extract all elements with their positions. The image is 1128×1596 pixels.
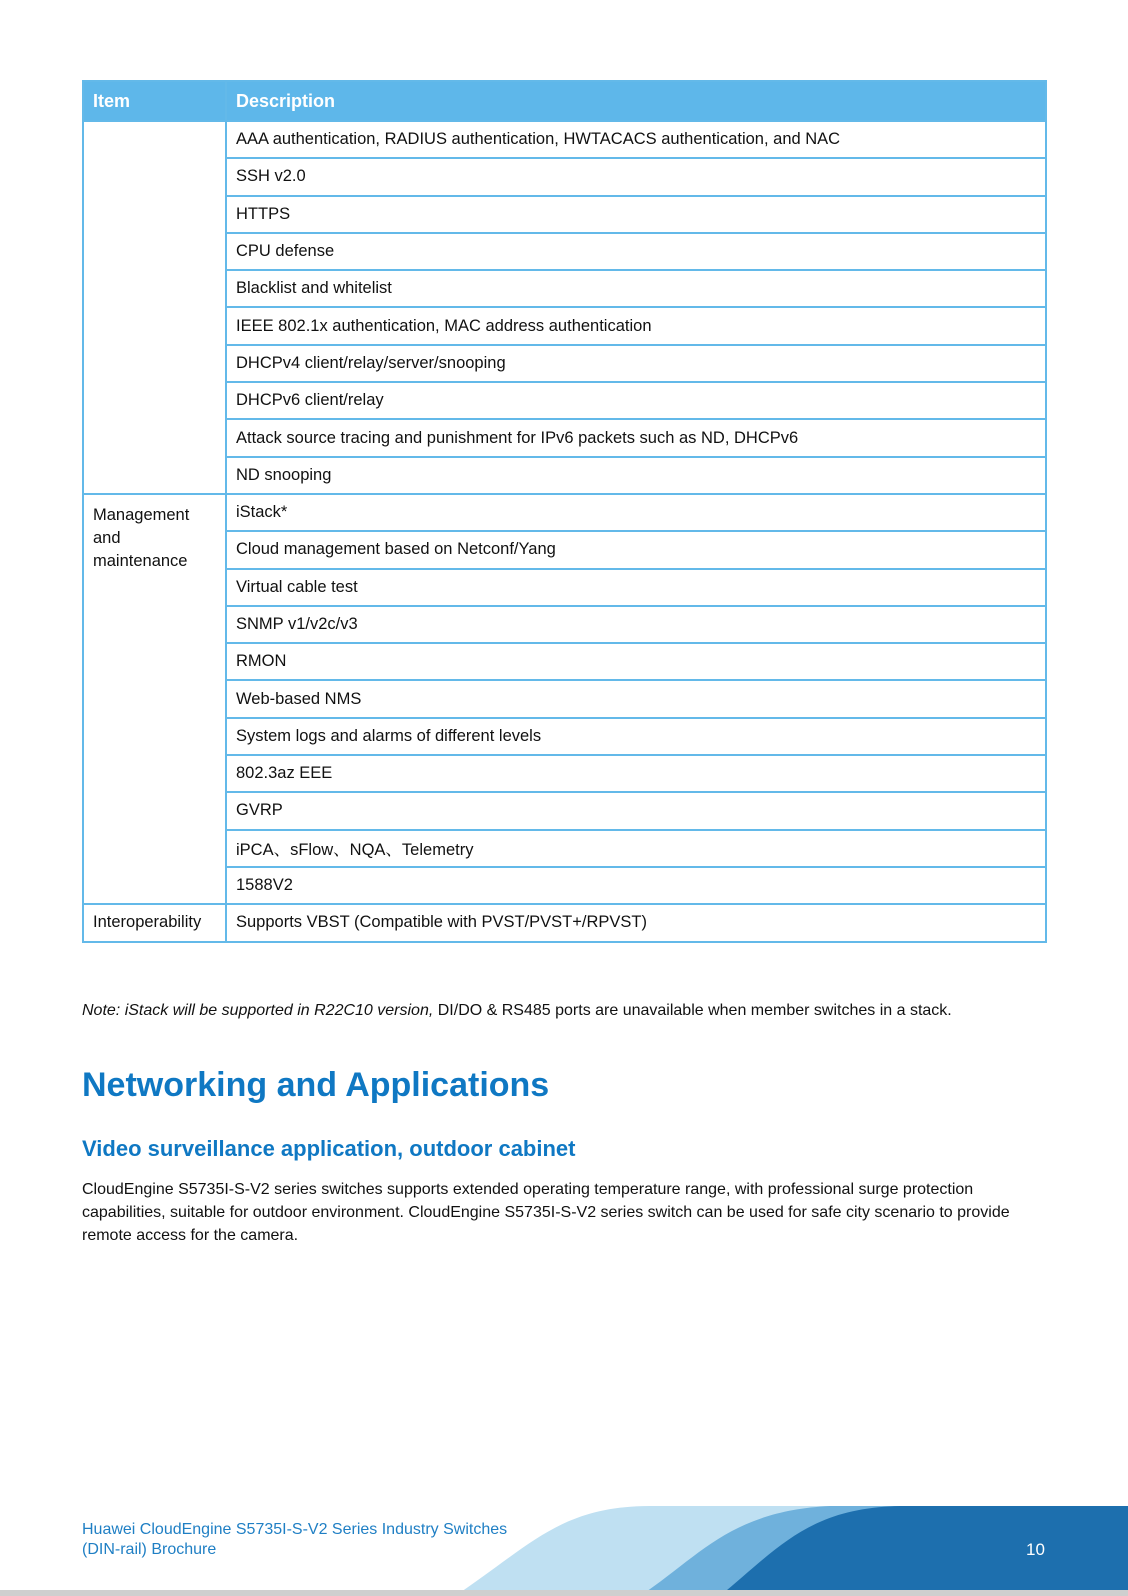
- table-row: [83, 755, 1046, 792]
- item-cell: Interoperability: [83, 904, 226, 941]
- section-subtitle: Video surveillance application, outdoor cabinet: [82, 1136, 576, 1161]
- table-header-row: [83, 81, 1046, 121]
- description-cell: System logs and alarms of different levels: [226, 718, 1046, 755]
- footer-document-title: [82, 1520, 507, 1560]
- table-row: [83, 345, 1046, 382]
- table-row: [83, 531, 1046, 568]
- table-row: [83, 121, 1046, 158]
- table-row: [83, 792, 1046, 829]
- table-row: [83, 606, 1046, 643]
- description-cell: RMON: [226, 643, 1046, 680]
- page-bottom-edge: [0, 1590, 1128, 1596]
- table-row: [83, 382, 1046, 419]
- section-paragraph: CloudEngine S5735I-S-V2 series switches supports extended operating temperature range, with professional surge protection capabilities, suitable for outdoor environment. CloudEngine S5735I-S-V2 series switch can be used for safe city scenario to provide remote access for the camera.: [82, 1181, 1010, 1244]
- footer-line-1: Huawei CloudEngine S5735I-S-V2 Series Industry Switches: [82, 1521, 508, 1538]
- table-row: [83, 718, 1046, 755]
- description-cell: ND snooping: [226, 457, 1046, 494]
- note-italic: Note: iStack will be supported in R22C10 version,: [82, 1002, 434, 1019]
- description-cell: AAA authentication, RADIUS authentication, HWTACACS authentication, and NAC: [226, 121, 1046, 158]
- description-cell: iStack*: [226, 494, 1046, 531]
- note-text: DI/DO & RS485 ports are unavailable when member switches in a stack.: [433, 1002, 952, 1019]
- item-cell: Management and maintenance: [83, 494, 226, 904]
- table-note: [82, 1002, 1082, 1020]
- description-cell: Cloud management based on Netconf/Yang: [226, 531, 1046, 568]
- table-row: [83, 680, 1046, 717]
- feature-table: [82, 80, 1047, 943]
- description-cell: Attack source tracing and punishment for IPv6 packets such as ND, DHCPv6: [226, 419, 1046, 456]
- table-row: [83, 419, 1046, 456]
- table-row: [83, 830, 1046, 867]
- description-cell: SSH v2.0: [226, 158, 1046, 195]
- description-cell: Virtual cable test: [226, 569, 1046, 606]
- description-cell: DHCPv4 client/relay/server/snooping: [226, 345, 1046, 382]
- description-cell: Blacklist and whitelist: [226, 270, 1046, 307]
- table-row: [83, 867, 1046, 904]
- table-row: [83, 196, 1046, 233]
- description-cell: 1588V2: [226, 867, 1046, 904]
- description-cell: IEEE 802.1x authentication, MAC address authentication: [226, 307, 1046, 344]
- description-cell: Supports VBST (Compatible with PVST/PVST+/RPVST): [226, 904, 1046, 941]
- description-cell: GVRP: [226, 792, 1046, 829]
- table-row: [83, 494, 1046, 531]
- description-cell: HTTPS: [226, 196, 1046, 233]
- header-description: Description: [226, 81, 1046, 121]
- description-cell: SNMP v1/v2c/v3: [226, 606, 1046, 643]
- header-item: Item: [83, 81, 226, 121]
- description-cell: DHCPv6 client/relay: [226, 382, 1046, 419]
- page-number: 10: [1026, 1540, 1045, 1559]
- section-title: Networking and Applications: [82, 1066, 550, 1104]
- description-cell: CPU defense: [226, 233, 1046, 270]
- item-cell: [83, 121, 226, 494]
- table-row: [83, 307, 1046, 344]
- table-row: [83, 904, 1046, 941]
- table-row: [83, 233, 1046, 270]
- description-cell: iPCA、sFlow、NQA、Telemetry: [226, 830, 1046, 867]
- table-row: [83, 643, 1046, 680]
- table-row: [83, 457, 1046, 494]
- footer-line-2: (DIN-rail) Brochure: [82, 1541, 217, 1558]
- table-row: [83, 158, 1046, 195]
- table-row: [83, 569, 1046, 606]
- table-row: [83, 270, 1046, 307]
- description-cell: Web-based NMS: [226, 680, 1046, 717]
- table-body: [83, 121, 1046, 942]
- description-cell: 802.3az EEE: [226, 755, 1046, 792]
